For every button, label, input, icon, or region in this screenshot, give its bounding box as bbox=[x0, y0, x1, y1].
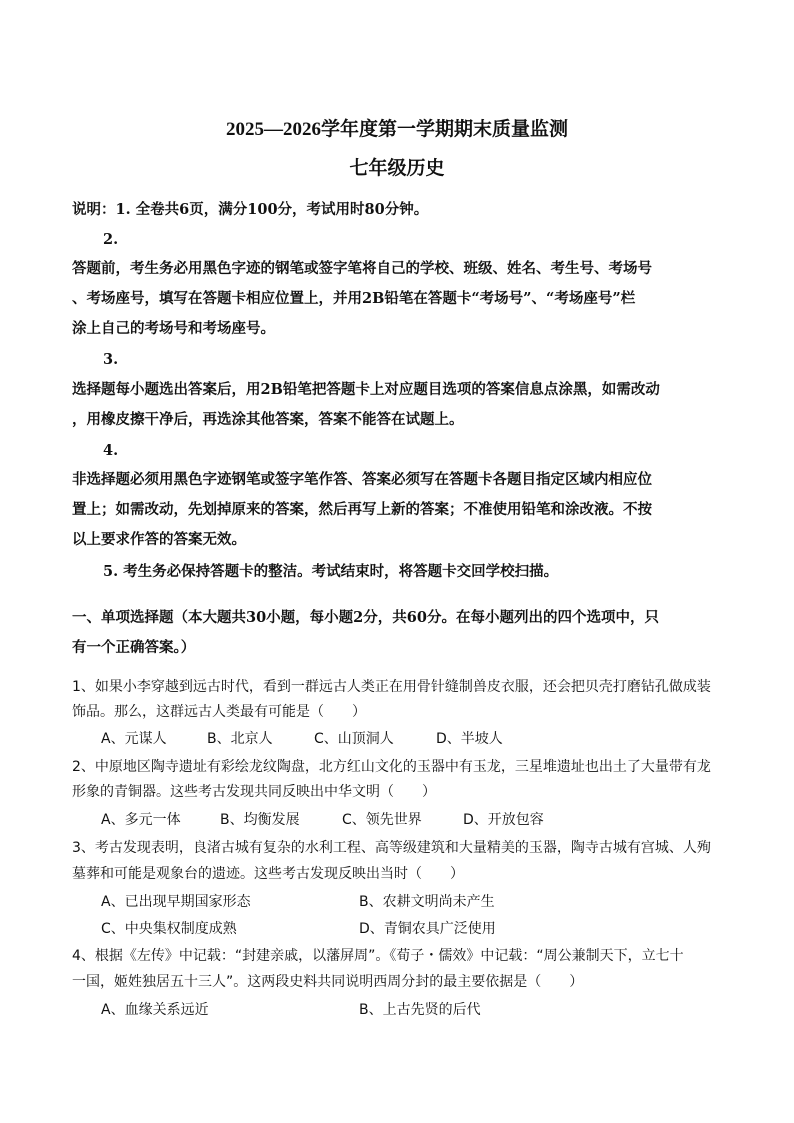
note-2-line-3: 涂上自己的考场号和考场座号。 bbox=[72, 320, 275, 337]
question-2-option-d: D、开放包容 bbox=[463, 812, 544, 828]
exam-title: 2025—2026学年度第一学期期末质量监测 bbox=[225, 119, 568, 140]
section-1-heading-line-2: 有一个正确答案。） bbox=[72, 639, 196, 656]
note-2-line-1: 答题前，考生务必用黑色字迹的钢笔或签字笔将自己的学校、班级、姓名、考生号、考场号 bbox=[72, 260, 652, 277]
question-2-option-b: B、均衡发展 bbox=[220, 812, 300, 828]
section-1-heading-line-1: 一、单项选择题（本大题共30小题，每小题2分，共60分。在每小题列出的四个选项中，只 bbox=[72, 609, 659, 626]
question-4-line-1: 4、根据《左传》中记载：“封建亲戚，以藩屏周”。《荀子・儒效》中记载：“周公兼制天下，立七十 bbox=[72, 948, 684, 964]
question-4-option-a: A、血缘关系远近 bbox=[101, 1002, 209, 1018]
question-1-option-c: C、山顶洞人 bbox=[314, 731, 394, 747]
note-3-line-1: 选择题每小题选出答案后，用2B铅笔把答题卡上对应题目选项的答案信息点涂黑，如需改动 bbox=[72, 381, 660, 398]
question-3-option-a: A、已出现早期国家形态 bbox=[101, 894, 251, 910]
question-3-line-1: 3、考古发现表明，良渚古城有复杂的水利工程、高等级建筑和大量精美的玉器，陶寺古城有宫城、人殉 bbox=[72, 840, 711, 856]
question-1-line-2: 饰品。那么，这群远古人类最有可能是（ ） bbox=[72, 704, 366, 720]
question-4-line-2: 一国，姬姓独居五十三人”。这两段史料共同说明西周分封的最主要依据是（ ） bbox=[72, 974, 584, 990]
question-3-option-c: C、中央集权制度成熟 bbox=[101, 921, 237, 937]
note-4-number: 4. bbox=[103, 442, 119, 459]
question-3-option-d: D、青铜农具广泛使用 bbox=[359, 921, 496, 937]
question-3-line-2: 墓葬和可能是观象台的遗迹。这些考古发现反映出当时（ ） bbox=[72, 866, 464, 882]
note-1: 说明：1. 全卷共6页，满分100分，考试用时80分钟。 bbox=[72, 201, 429, 218]
question-2-option-c: C、领先世界 bbox=[342, 812, 422, 828]
note-5: 5. 考生务必保持答题卡的整洁。考试结束时，将答题卡交回学校扫描。 bbox=[103, 563, 559, 580]
note-2-number: 2. bbox=[103, 231, 119, 248]
question-1-line-1: 1、如果小李穿越到远古时代，看到一群远古人类正在用骨针缝制兽皮衣服，还会把贝壳打磨钻孔做成装 bbox=[72, 679, 711, 695]
note-3-number: 3. bbox=[103, 351, 119, 368]
note-4-line-2: 置上；如需改动，先划掉原来的答案，然后再写上新的答案；不准使用铅笔和涂改液。不按 bbox=[72, 501, 652, 518]
question-1-option-d: D、半坡人 bbox=[436, 731, 503, 747]
question-2-line-2: 形象的青铜器。这些考古发现共同反映出中华文明（ ） bbox=[72, 784, 436, 800]
question-1-option-b: B、北京人 bbox=[207, 731, 273, 747]
note-2-line-2: 、考场座号，填写在答题卡相应位置上，并用2B铅笔在答题卡“考场号”、“考场座号”栏 bbox=[72, 290, 636, 307]
note-4-line-3: 以上要求作答的答案无效。 bbox=[72, 531, 246, 548]
question-2-option-a: A、多元一体 bbox=[101, 812, 181, 828]
note-3-line-2: ，用橡皮擦干净后，再选涂其他答案，答案不能答在试题上。 bbox=[72, 411, 464, 428]
question-2-line-1: 2、中原地区陶寺遗址有彩绘龙纹陶盘，北方红山文化的玉器中有玉龙，三星堆遗址也出土了大量带有龙 bbox=[72, 759, 711, 775]
question-4-option-b: B、上古先贤的后代 bbox=[359, 1002, 481, 1018]
question-3-option-b: B、农耕文明尚未产生 bbox=[359, 894, 495, 910]
exam-subtitle: 七年级历史 bbox=[349, 158, 445, 179]
question-1-option-a: A、元谋人 bbox=[101, 731, 167, 747]
note-4-line-1: 非选择题必须用黑色字迹钢笔或签字笔作答、答案必须写在答题卡各题目指定区域内相应位 bbox=[72, 471, 652, 488]
